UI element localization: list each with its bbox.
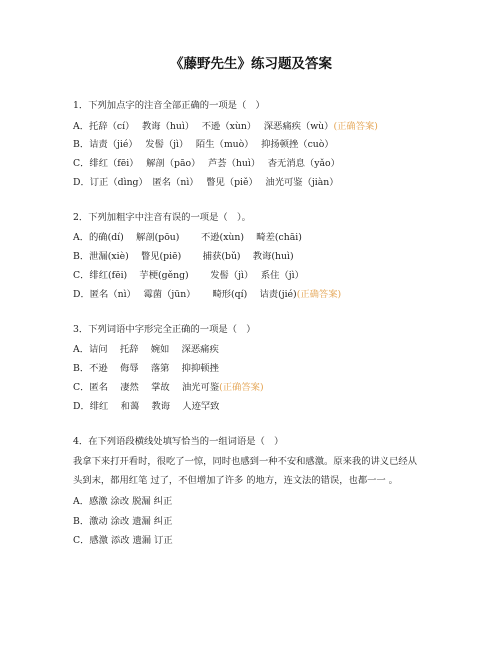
question-2-option-d (73, 288, 341, 302)
question-1-option-a (73, 120, 378, 134)
document-title: 《藤野先生》练习题及答案 (170, 56, 332, 72)
option-text: A．感激 涂改 脱漏 纠正 (73, 496, 173, 507)
option-text: A．的确(dí) 解剖(pōu) 不逊(xùn) 畸差(chāi) (73, 232, 302, 243)
question-1-option-d (73, 176, 339, 190)
option-text: C．感激 添改 遗漏 订正 (73, 535, 173, 546)
question-4-option-c (73, 534, 173, 548)
question-4-stem: 4．在下列语段横线处填写恰当的一组词语是（ ） (73, 436, 284, 447)
question-1-stem: 1．下列加点字的注音全部正确的一项是（ ） (73, 100, 265, 111)
option-text: B．激动 涂改 遗漏 纠正 (73, 516, 173, 527)
option-text: B．不逊 侮辱 落第 抑抑顿挫 (73, 363, 219, 374)
question-3-option-c (73, 381, 264, 395)
option-text: B．泄漏(xiè) 瞥见(piē) 捕获(bǔ) 教诲(huì) (73, 251, 294, 262)
question-3-option-b (73, 362, 219, 376)
correct-answer-mark: (正确答案) (296, 289, 342, 300)
question-1-option-b (73, 138, 334, 152)
question-3-stem: 3．下列词语中字形完全正确的一项是（ ） (73, 324, 256, 335)
option-text: C．绯红（fēi） 解剖（pāo） 芦荟（huì） 杳无消息（yǎo） (73, 158, 340, 169)
option-text: D．绯红 和蔼 教诲 人迹罕致 (73, 401, 220, 412)
option-text: A．诘问 托辞 婉如 深恶痛疾 (73, 344, 219, 355)
question-4-passage-line-2: 头到末，都用红笔 过了，不但增加了许多 的地方，连文法的错误，也都一一 。 (73, 475, 398, 486)
option-text: A．托辞（cí） 教诲（huì） 不逊（xùn） 深恶痛疾（wù） (73, 121, 334, 132)
question-2-option-a (73, 231, 302, 245)
question-3-option-a (73, 343, 219, 357)
question-4-passage-line-1: 我拿下来打开看时，很吃了一惊，同时也感到一种不安和感激。原来我的讲义已经从 (73, 456, 417, 467)
correct-answer-mark: (正确答案) (219, 382, 264, 393)
question-2-option-b (73, 250, 294, 264)
option-text: D．匿名（nì） 霉菌（jūn） 畸形(qí) 诘责(jié) (73, 289, 297, 300)
question-1-option-c (73, 157, 340, 171)
question-3-option-d (73, 400, 219, 414)
question-2-stem: 2．下列加粗字中注音有误的一项是（ ）。 (73, 212, 251, 223)
option-text: C．绯红(fēi) 芋梗(gěng) 发髻（jì） 系住（jì） (73, 270, 304, 281)
option-text: C．匿名 凄然 掌故 油光可鉴 (73, 382, 220, 393)
question-2-option-c (73, 269, 304, 283)
option-text: D．订正（dìng） 匿名（nì） 瞥见（piě） 油光可鉴（jiàn） (73, 177, 339, 188)
question-4-option-b (73, 515, 172, 529)
question-4-option-a (73, 495, 172, 509)
correct-answer-mark: (正确答案) (333, 121, 378, 132)
option-text: B．诘责（jié） 发髻（jì） 陌生（muò） 抑扬顿挫（cuò） (73, 139, 334, 150)
